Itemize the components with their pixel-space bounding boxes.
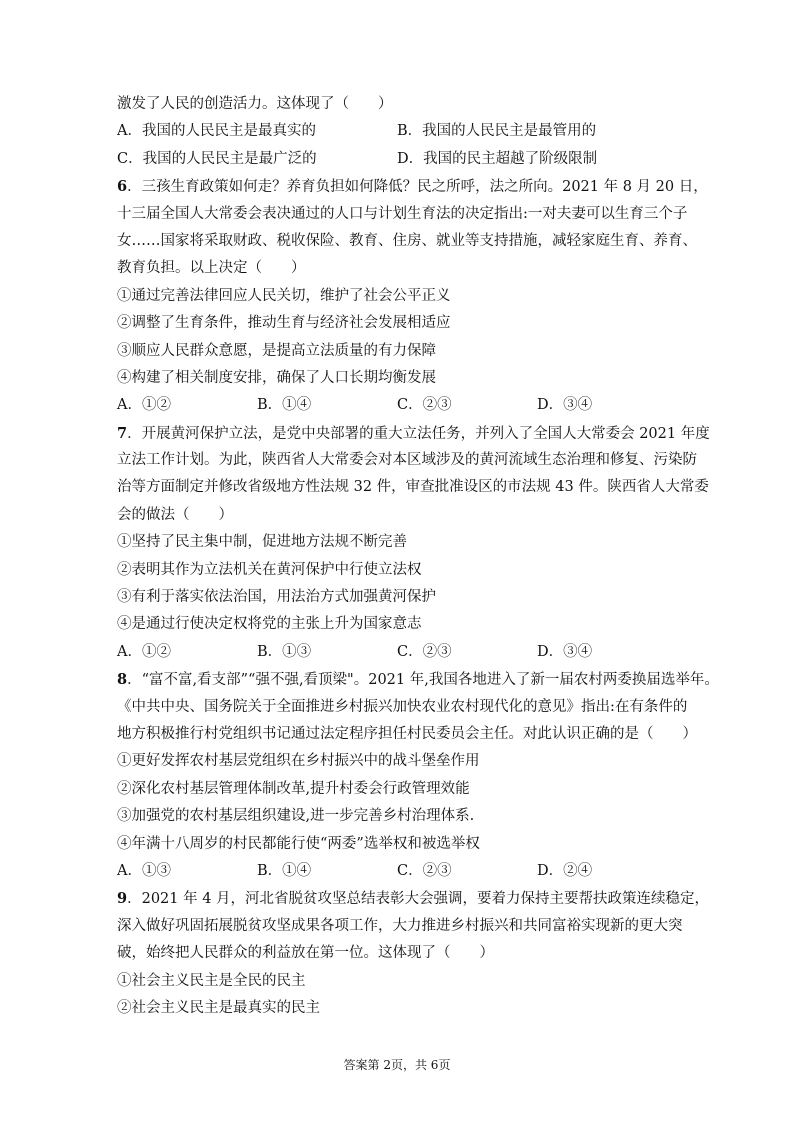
q5-option-c: C．我国的人民民主是最广泛的 bbox=[117, 150, 317, 167]
q6-stem-line-1: 6．三孩生育政策如何走？养育负担如何降低？民之所呼，法之所向。2021 年 8 月 20 日， bbox=[117, 178, 708, 196]
q5-stem-tail: 激发了人民的创造活力。这体现了（ ） bbox=[117, 96, 393, 112]
q6-option-d: D．③④ bbox=[537, 397, 593, 414]
q9-statement-2: ②社会主义民主是最真实的民主 bbox=[117, 999, 320, 1016]
q8-statement-4: ④年满十八周岁的村民都能行使“两委”选举权和被选举权 bbox=[117, 835, 480, 852]
q9-statement-1: ①社会主义民主是全民的民主 bbox=[117, 972, 306, 989]
q9-stem-line-3: 破，始终把人民群众的利益放在第一位。这体现了（ ） bbox=[117, 945, 494, 962]
q7-stem-line-3: 治等方面制定并修改省级地方性法规 32 件，审查批准设区的市法规 43 件。陕西省人大常委 bbox=[117, 479, 709, 496]
q6-statement-1: ①通过完善法律回应人民关切，维护了社会公平正义 bbox=[117, 287, 451, 304]
q7-option-c: C．②③ bbox=[397, 643, 452, 660]
q6-statement-2: ②调整了生育条件，推动生育与经济社会发展相适应 bbox=[117, 315, 451, 332]
page-content bbox=[117, 91, 719, 1022]
q7-stem-line-2: 立法工作计划。为此，陕西省人大常委会对本区域涉及的黄河流域生态治理和修复、污染防 bbox=[117, 452, 697, 469]
q8-option-c: C．②③ bbox=[397, 862, 452, 879]
q7-statement-3: ③有利于落实依法治国，用法治方式加强黄河保护 bbox=[117, 589, 436, 606]
q5-option-a: A．我国的人民民主是最真实的 bbox=[117, 123, 316, 140]
q6-option-c: C．②③ bbox=[397, 397, 452, 414]
q7-stem-line-1: 7．开展黄河保护立法，是党中央部署的重大立法任务，并列入了全国人大常委会 2021 年度 bbox=[117, 424, 710, 442]
q7-statement-1: ①坚持了民主集中制，促进地方法规不断完善 bbox=[117, 534, 407, 551]
q7-stem-line-4: 会的做法（ ） bbox=[117, 506, 233, 523]
q6-option-a: A．①② bbox=[117, 397, 171, 414]
q7-statement-4: ④是通过行使决定权将党的主张上升为国家意志 bbox=[117, 616, 422, 633]
q8-number: 8 bbox=[117, 671, 128, 689]
q8-stem-line-2: 《中共中央、国务院关于全面推进乡村振兴加快农业农村现代化的意见》指出:在有条件的 bbox=[117, 698, 688, 715]
q9-number: 9 bbox=[117, 890, 128, 908]
q8-options bbox=[117, 858, 687, 885]
q6-options bbox=[117, 392, 687, 419]
q9-stem-line-1: 9．2021 年 4 月，河北省脱贫攻坚总结表彰大会强调，要着力保持主要帮扶政策连续稳定， bbox=[117, 890, 710, 908]
q7-option-d: D．③④ bbox=[537, 643, 593, 660]
q6-stem-line-3: 女……国家将采取财政、税收保险、教育、住房、就业等支持措施，减轻家庭生育、养育、 bbox=[117, 232, 697, 249]
q8-statement-3: ③加强党的农村基层组织建设,进一步完善乡村治理体系. bbox=[117, 808, 475, 825]
q6-stem-line-4: 教育负担。以上决定（ ） bbox=[117, 260, 306, 277]
q8-option-a: A．①③ bbox=[117, 862, 171, 879]
q7-option-b: B．①③ bbox=[257, 643, 312, 660]
q8-option-d: D．②④ bbox=[537, 862, 593, 879]
q7-number: 7 bbox=[117, 424, 128, 442]
q5-option-b: B．我国的人民民主是最管用的 bbox=[397, 123, 597, 140]
q8-statement-2: ②深化农村基层管理体制改革,提升村委会行政管理效能 bbox=[117, 780, 470, 797]
q8-option-b: B．①④ bbox=[257, 862, 312, 879]
q5-option-d: D．我国的民主超越了阶级限制 bbox=[397, 150, 598, 167]
q9-stem-line-2: 深入做好巩固拓展脱贫攻坚成果各项工作，大力推进乡村振兴和共同富裕实现新的更大突 bbox=[117, 917, 683, 934]
q6-statement-3: ③顺应人民群众意愿，是提高立法质量的有力保障 bbox=[117, 342, 436, 359]
q7-option-a: A．①② bbox=[117, 643, 171, 660]
q6-number: 6 bbox=[117, 178, 128, 196]
q8-stem-line-1: 8．“富不富,看支部”“强不强,看顶梁"。2021 年,我国各地进入了新一届农村两委换届选举年。 bbox=[117, 671, 719, 689]
q6-option-b: B．①④ bbox=[257, 397, 312, 414]
q8-statement-1: ①更好发挥农村基层党组织在乡村振兴中的战斗堡垒作用 bbox=[117, 753, 480, 770]
q7-options bbox=[117, 639, 687, 666]
q6-statement-4: ④构建了相关制度安排，确保了人口长期均衡发展 bbox=[117, 369, 436, 386]
q5-options-row-2 bbox=[117, 146, 687, 173]
page-footer: 答案第 2页，共 6页 bbox=[343, 1058, 451, 1072]
q8-stem-line-3: 地方积极推行村党组织书记通过法定程序担任村民委员会主任。对此认识正确的是（ ） bbox=[117, 725, 697, 742]
q5-options-row-1 bbox=[117, 118, 687, 145]
q7-statement-2: ②表明其作为立法机关在黄河保护中行使立法权 bbox=[117, 561, 422, 578]
q6-stem-line-2: 十三届全国人大常委会表决通过的人口与计划生育法的决定指出:一对夫妻可以生育三个子 bbox=[117, 205, 688, 222]
